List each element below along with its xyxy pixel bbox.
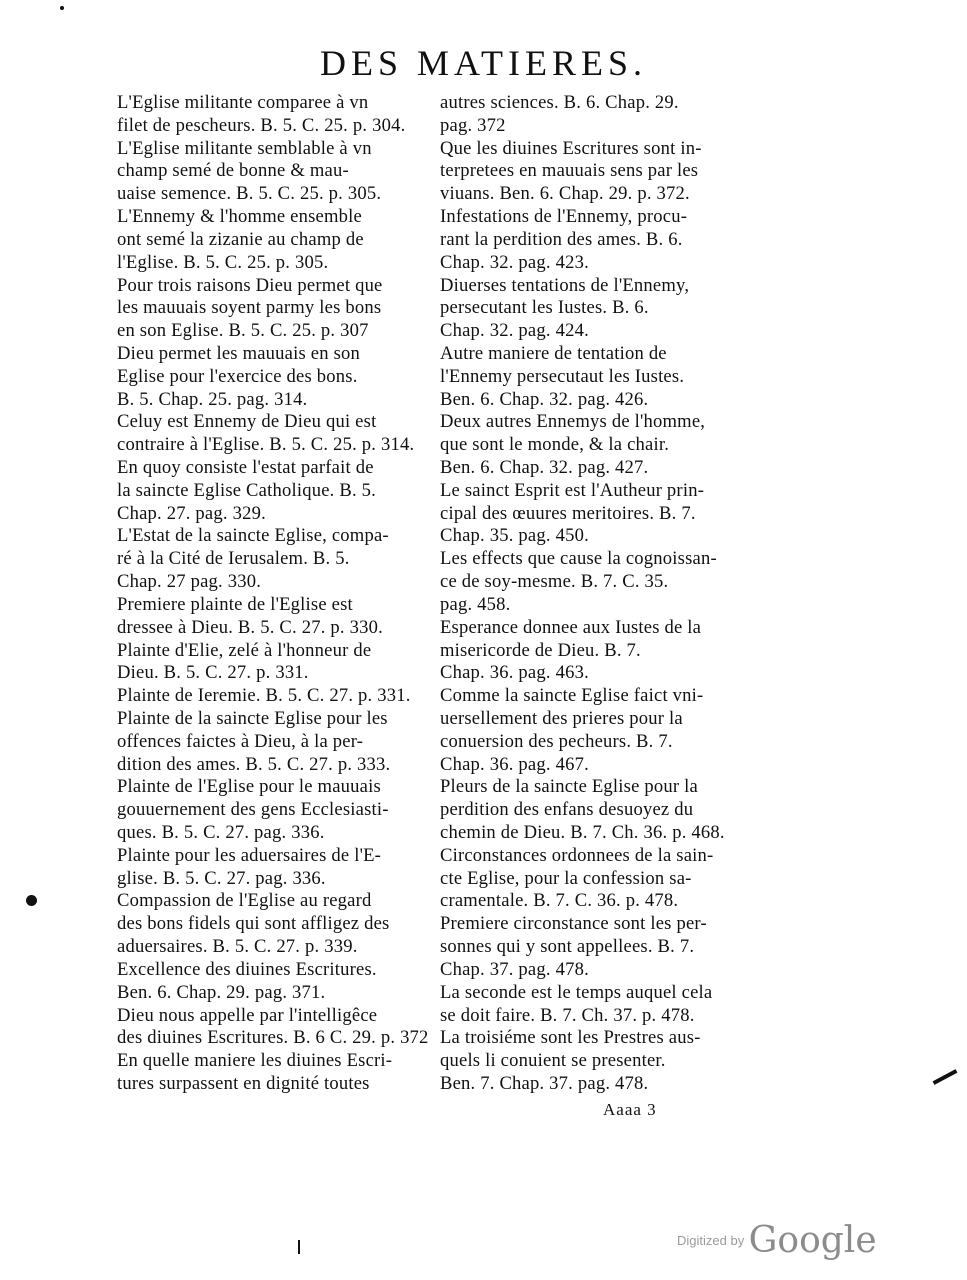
index-line: viuans. Ben. 6. Chap. 29. p. 372.: [440, 183, 690, 205]
index-line: dressee à Dieu. B. 5. C. 27. p. 330.: [117, 616, 383, 638]
index-line: l'Ennemy persecutaut les Iustes.: [440, 365, 685, 387]
index-line: Dieu permet les mauuais en son: [117, 342, 361, 364]
index-line: L'Estat de la saincte Eglise, compa-: [117, 525, 389, 547]
index-line: rant la perdition des ames. B. 6.: [440, 228, 683, 250]
index-line: Dieu nous appelle par l'intelligêce: [117, 1004, 378, 1026]
index-line: Diuerses tentations de l'Ennemy,: [440, 274, 690, 296]
index-line: L'Eglise militante semblable à vn: [117, 137, 372, 159]
index-line: aduersaires. B. 5. C. 27. p. 339.: [117, 936, 358, 958]
index-line: autres sciences. B. 6. Chap. 29.: [440, 92, 679, 113]
index-line: Circonstances ordonnees de la sain-: [440, 844, 714, 866]
index-line: Pleurs de la saincte Eglise pour la: [440, 776, 698, 798]
index-line: Excellence des diuines Escritures.: [117, 958, 377, 980]
index-line: uaise semence. B. 5. C. 25. p. 305.: [117, 183, 382, 205]
index-line: Que les diuines Escritures sont in-: [440, 137, 702, 159]
index-line: l'Eglise. B. 5. C. 25. p. 305.: [117, 251, 329, 273]
index-line: L'Ennemy & l'homme ensemble: [117, 206, 362, 228]
index-line: En quelle maniere les diuines Escri-: [117, 1050, 393, 1072]
index-line: Pour trois raisons Dieu permet que: [117, 274, 383, 296]
index-line: persecutant les Iustes. B. 6.: [440, 297, 649, 319]
index-line: cipal des œuures meritoires. B. 7.: [440, 502, 696, 524]
index-line: Esperance donnee aux Iustes de la: [440, 616, 702, 638]
index-line: cte Eglise, pour la confession sa-: [440, 867, 692, 889]
index-line: Plainte pour les aduersaires de l'E-: [117, 844, 382, 866]
index-line: pag. 372: [440, 114, 506, 136]
index-line: ré à la Cité de Ierusalem. B. 5.: [117, 548, 350, 570]
page-title: DES MATIERES.: [319, 43, 648, 83]
index-line: Infestations de l'Ennemy, procu-: [440, 206, 688, 228]
index-line: B. 5. Chap. 25. pag. 314.: [117, 388, 308, 410]
index-line: Chap. 35. pag. 450.: [440, 525, 589, 547]
index-line: terpretees en mauuais sens par les: [440, 160, 699, 182]
index-line: Autre maniere de tentation de: [440, 342, 667, 364]
index-line: offences faictes à Dieu, à la per-: [117, 730, 364, 752]
digitized-watermark: [677, 1220, 877, 1261]
index-line: Premiere circonstance sont les per-: [440, 913, 707, 935]
index-line: Chap. 27. pag. 329.: [117, 502, 266, 524]
index-line: Ben. 6. Chap. 32. pag. 427.: [440, 457, 649, 478]
index-line: La seconde est le temps auquel cela: [440, 981, 713, 1003]
index-line: Chap. 32. pag. 424.: [440, 320, 589, 342]
watermark-brand: Google: [748, 1220, 877, 1261]
index-line: Plainte de Ieremie. B. 5. C. 27. p. 331.: [117, 685, 411, 707]
index-line: glise. B. 5. C. 27. pag. 336.: [117, 867, 326, 889]
index-line: filet de pescheurs. B. 5. C. 25. p. 304.: [117, 114, 406, 136]
index-line: misericorde de Dieu. B. 7.: [440, 639, 641, 661]
index-line: Chap. 27 pag. 330.: [117, 571, 262, 593]
index-line: L'Eglise militante comparee à vn: [117, 92, 369, 113]
index-line: Chap. 36. pag. 467.: [440, 753, 589, 775]
index-line: Chap. 37. pag. 478.: [440, 958, 589, 980]
index-line: Celuy est Ennemy de Dieu qui est: [117, 411, 377, 433]
index-line: contraire à l'Eglise. B. 5. C. 25. p. 314.: [117, 434, 415, 456]
index-line: tures surpassent en dignité toutes: [117, 1072, 370, 1094]
signature-mark: Aaaa 3: [603, 1100, 657, 1119]
index-line: Ben. 7. Chap. 37. pag. 478.: [440, 1072, 649, 1094]
index-line: Deux autres Ennemys de l'homme,: [440, 411, 706, 433]
index-line: cramentale. B. 7. C. 36. p. 478.: [440, 890, 679, 912]
index-column-left: [117, 92, 429, 1096]
index-line: la saincte Eglise Catholique. B. 5.: [117, 479, 376, 501]
watermark-prefix: Digitized by: [677, 1233, 745, 1248]
index-line: Comme la saincte Eglise faict vni-: [440, 685, 704, 707]
scan-speck: [60, 6, 64, 10]
index-line: Dieu. B. 5. C. 27. p. 331.: [117, 662, 309, 684]
index-line: Plainte d'Elie, zelé à l'honneur de: [117, 639, 372, 661]
index-line: dition des ames. B. 5. C. 27. p. 333.: [117, 753, 391, 775]
index-line: Plainte de l'Eglise pour le mauuais: [117, 776, 381, 798]
index-line: des bons fidels qui sont affligez des: [117, 913, 390, 935]
index-line: En quoy consiste l'estat parfait de: [117, 457, 374, 478]
index-line: Le sainct Esprit est l'Autheur prin-: [440, 479, 705, 501]
index-line: ques. B. 5. C. 27. pag. 336.: [117, 822, 325, 843]
index-column-right: [440, 92, 750, 1096]
index-line: uersellement des prieres pour la: [440, 707, 683, 729]
index-line: perdition des enfans desuoyez du: [440, 799, 694, 821]
index-line: La troisiéme sont les Prestres aus-: [440, 1027, 701, 1049]
index-line: Les effects que cause la cognoissan-: [440, 548, 717, 570]
index-line: ce de soy-mesme. B. 7. C. 35.: [440, 571, 669, 593]
index-line: se doit faire. B. 7. Ch. 37. p. 478.: [440, 1004, 695, 1026]
index-line: des diuines Escritures. B. 6 C. 29. p. 372: [117, 1027, 429, 1049]
index-line: champ semé de bonne & mau-: [117, 160, 349, 182]
index-line: Premiere plainte de l'Eglise est: [117, 593, 353, 615]
scan-speck: [26, 895, 37, 906]
index-line: Chap. 32. pag. 423.: [440, 251, 589, 273]
index-line: Ben. 6. Chap. 32. pag. 426.: [440, 388, 649, 410]
index-line: en son Eglise. B. 5. C. 25. p. 307: [117, 320, 369, 342]
index-line: quels li conuient se presenter.: [440, 1050, 666, 1072]
scan-mark: [298, 1240, 300, 1254]
index-line: sonnes qui y sont appellees. B. 7.: [440, 936, 695, 958]
index-line: Plainte de la saincte Eglise pour les: [117, 707, 388, 729]
index-line: que sont le monde, & la chair.: [440, 434, 670, 456]
index-line: Compassion de l'Eglise au regard: [117, 890, 372, 912]
index-line: conuersion des pecheurs. B. 7.: [440, 730, 673, 752]
index-line: ont semé la zizanie au champ de: [117, 228, 364, 250]
index-line: pag. 458.: [440, 593, 511, 615]
index-line: Eglise pour l'exercice des bons.: [117, 365, 358, 387]
index-line: chemin de Dieu. B. 7. Ch. 36. p. 468.: [440, 822, 725, 843]
index-line: Ben. 6. Chap. 29. pag. 371.: [117, 981, 326, 1003]
index-line: les mauuais soyent parmy les bons: [117, 297, 382, 319]
index-line: Chap. 36. pag. 463.: [440, 662, 589, 684]
scan-mark: [933, 1069, 958, 1085]
index-line: gouuernement des gens Ecclesiasti-: [117, 799, 389, 821]
